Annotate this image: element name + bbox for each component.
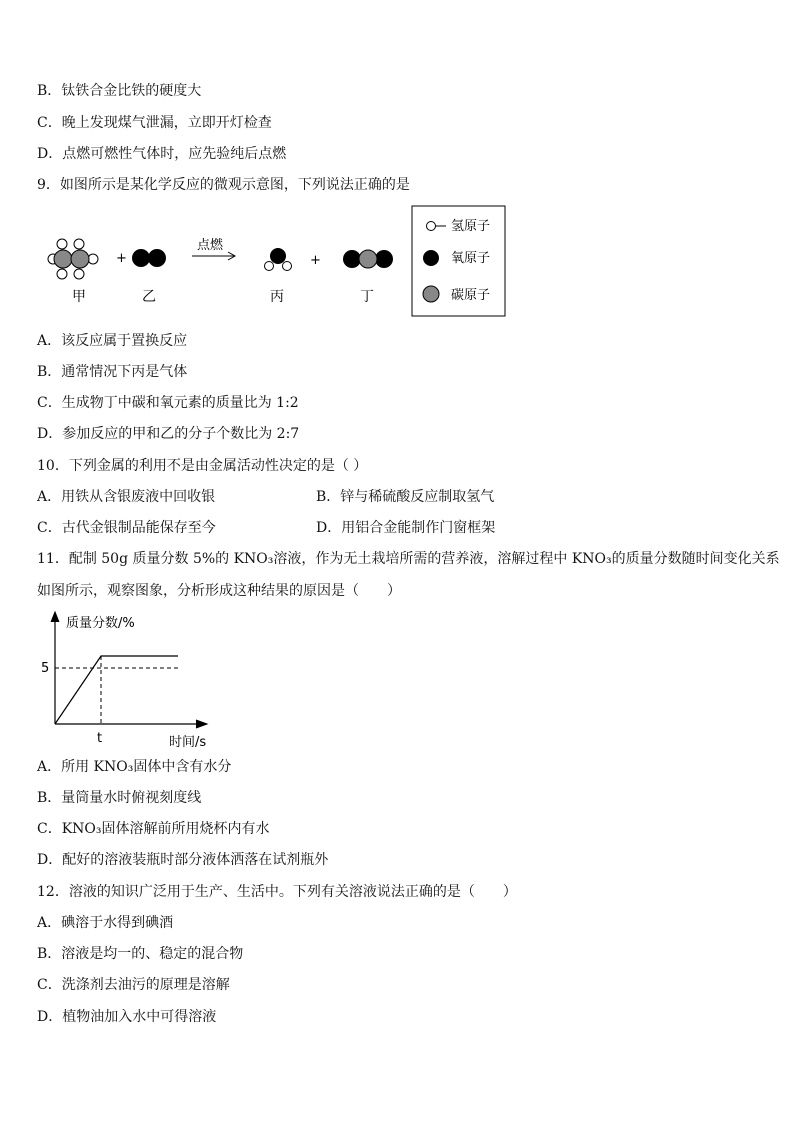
q9-option-a: A．该反应属于置换反应 xyxy=(37,333,188,349)
q9-stem: 9．如图所示是某化学反应的微观示意图，下列说法正确的是 xyxy=(37,177,410,193)
q11-option-b: B．量筒量水时俯视刻度线 xyxy=(37,790,202,806)
q10-option-c: C．古代金银制品能保存至今 xyxy=(37,520,216,536)
reaction-diagram xyxy=(0,203,794,323)
molecule-jia xyxy=(48,239,98,279)
q11-stem-line-2: 如图所示，观察图象，分析形成这种结果的原因是（ ） xyxy=(37,583,401,599)
q9-option-b: B．通常情况下丙是气体 xyxy=(37,364,188,380)
q8-option-b: B．钛铁合金比铁的硬度大 xyxy=(37,83,202,99)
mass-fraction-curve xyxy=(55,656,178,724)
legend-oxygen: 氧原子 xyxy=(451,251,491,266)
x-tick-t: t xyxy=(97,731,103,746)
q11-option-a: A．所用 KNO₃固体中含有水分 xyxy=(37,759,232,775)
q9-option-d: D．参加反应的甲和乙的分子个数比为 2:7 xyxy=(37,426,300,442)
legend-hydrogen: 氢原子 xyxy=(451,219,491,234)
label-jia: 甲 xyxy=(72,289,86,305)
q11-option-d: D．配好的溶液装瓶时部分液体洒落在试剂瓶外 xyxy=(37,852,329,868)
molecule-yi xyxy=(132,249,166,267)
label-yi: 乙 xyxy=(142,289,156,305)
q11-stem-line-1: 11．配制 50g 质量分数 5%的 KNO₃溶液，作为无土栽培所需的营养液，溶解过程中 KNO₃的质量分数随时间变化关系 xyxy=(37,551,780,567)
reaction-condition: 点燃 xyxy=(197,238,224,253)
mass-fraction-graph xyxy=(30,608,270,748)
q12-option-c: C．洗涤剂去油污的原理是溶解 xyxy=(37,977,230,993)
q11-option-c: C．KNO₃固体溶解前所用烧杯内有水 xyxy=(37,821,270,837)
reaction-arrow xyxy=(192,252,235,260)
q10-option-d: D．用铝合金能制作门窗框架 xyxy=(316,520,496,536)
q8-option-d: D．点燃可燃性气体时，应先验纯后点燃 xyxy=(37,146,287,162)
molecule-bing xyxy=(265,248,292,271)
q10-option-a: A．用铁从含银废液中回收银 xyxy=(37,489,216,505)
q12-option-d: D．植物油加入水中可得溶液 xyxy=(37,1009,217,1025)
label-bing: 丙 xyxy=(270,289,284,305)
q10-option-b: B．锌与稀硫酸反应制取氢气 xyxy=(316,489,495,505)
plus-sign-1: + xyxy=(116,251,127,266)
y-tick-5: 5 xyxy=(41,661,50,676)
q9-option-c: C．生成物丁中碳和氧元素的质量比为 1:2 xyxy=(37,395,299,411)
q12-option-a: A．碘溶于水得到碘酒 xyxy=(37,915,174,931)
legend-carbon: 碳原子 xyxy=(451,288,491,303)
x-axis-label: 时间/s xyxy=(169,735,207,748)
y-axis-label: 质量分数/% xyxy=(66,616,135,631)
q12-stem: 12．溶液的知识广泛用于生产、生活中。下列有关溶液说法正确的是（ ） xyxy=(37,884,517,900)
molecule-ding xyxy=(343,250,393,268)
q8-option-c: C．晚上发现煤气泄漏，立即开灯检查 xyxy=(37,115,272,131)
atom-legend xyxy=(412,206,505,316)
plus-sign-2: + xyxy=(310,253,321,268)
q10-stem: 10．下列金属的利用不是由金属活动性决定的是（ ） xyxy=(37,458,368,474)
q12-option-b: B．溶液是均一的、稳定的混合物 xyxy=(37,946,244,962)
label-ding: 丁 xyxy=(360,289,374,305)
